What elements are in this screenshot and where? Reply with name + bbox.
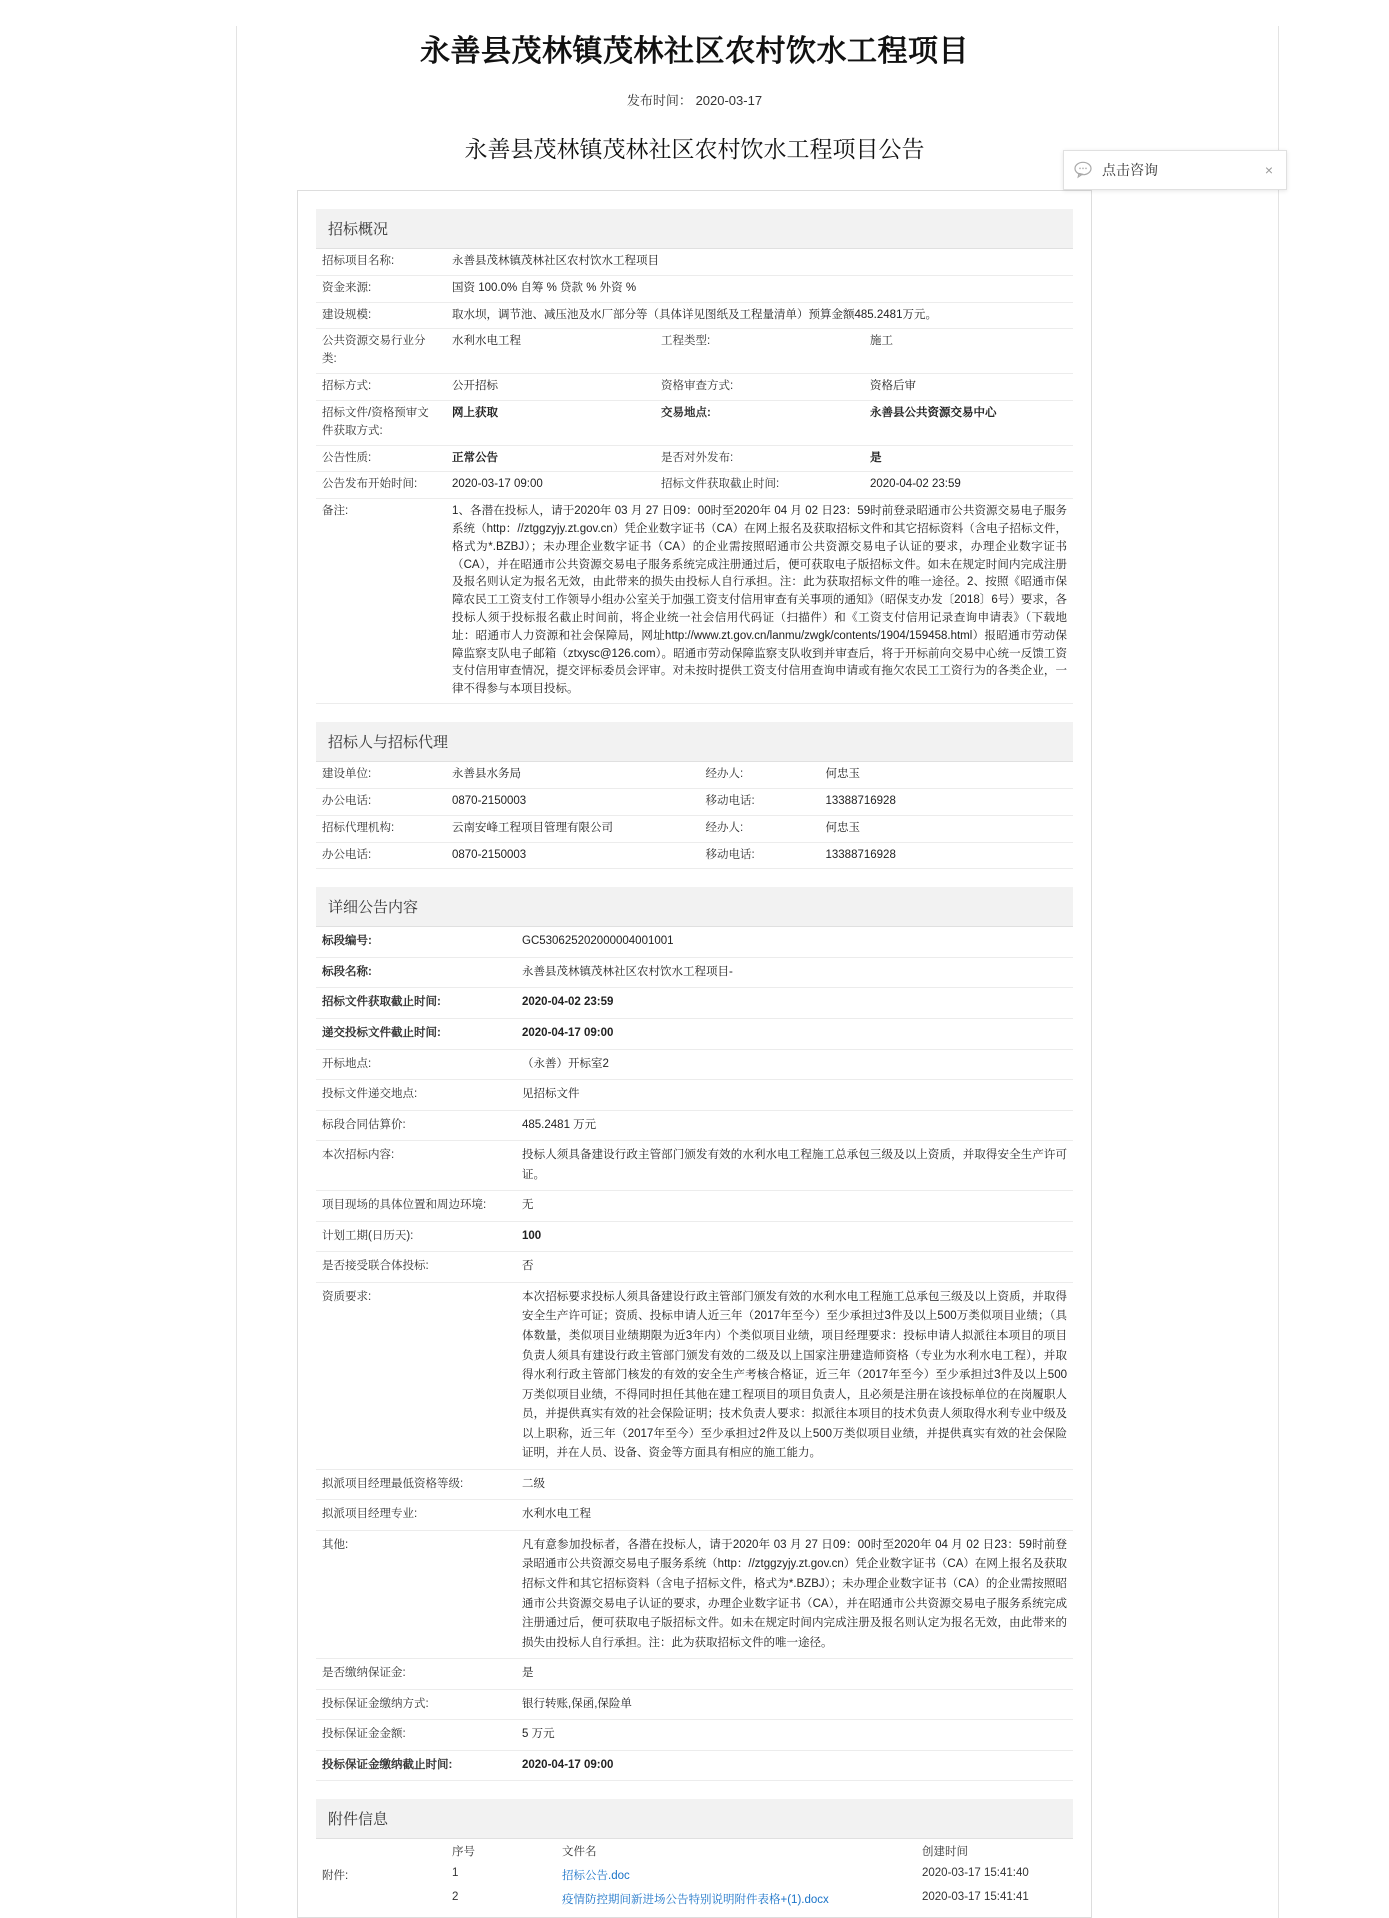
row-label: 公共资源交易行业分类: — [316, 329, 446, 374]
row-value: 5 万元 — [516, 1720, 1073, 1751]
row-label: 递交投标文件截止时间: — [316, 1018, 516, 1049]
row-label: 标段编号: — [316, 927, 516, 957]
section-spacer — [316, 1781, 1073, 1799]
row-value-2: 13388716928 — [820, 842, 1074, 869]
table-row — [316, 957, 1073, 988]
row-label: 招标代理机构: — [316, 815, 446, 842]
row-value: 正常公告 — [446, 445, 655, 472]
row-label: 拟派项目经理最低资格等级: — [316, 1469, 516, 1500]
row-label-2: 移动电话: — [700, 788, 820, 815]
chat-consult-widget[interactable] — [1063, 150, 1287, 190]
note-value: 1、各潜在投标人，请于2020年 03 月 27 日09：00时至2020年 04 月 02 日23：59时前登录昭通市公共资源交易电子服务系统（http：//ztggzyjy.zt.gov.cn）凭企业数字证书（CA）在网上报名及获取招标文件和其它招标资料（含电子招标文件，格式为*.BZBJ）；未办理企业数字证书（CA）的企业需按照昭通市公共资源交易电子认证的要求，办理企业数字证书（CA），并在昭通市公共资源交易电子服务系统完成注册通过后，便可获取电子版招标文件。如未在规定时间内完成注册及报名则认定为报名无效，由此带来的损失由投标人自行承担。注：此为获取招标文件的唯一途径。2、按照《昭通市保障农民工工资支付工作领导小组办公室关于加强工资支付信用审查有关事项的通知》（昭保支办发〔2018〕6号）要求，各投标人须于投标报名截止时间前，将企业统一社会信用代码证（扫描件）和《工资支付信用记录查询申请表》（下载地址：昭通市人力资源和社会保障局，网址http://www.zt.gov.cn/lanmu/zwgk/contents/1904/159458.html）报昭通市劳动保障监察支队电子邮箱（ztxysc@126.com）。昭通市劳动保障监察支队收到并审查后，将于开标前向交易中心统一反馈工资支付信用审查情况，提交评标委员会评审。对未按时提供工资支付信用查询申请或有拖欠农民工工资行为的各类企业，一律不得参与本项目投标。 — [446, 499, 1073, 704]
row-value: 网上获取 — [446, 400, 655, 445]
row-value: 见招标文件 — [516, 1080, 1073, 1111]
table-row — [316, 374, 1073, 401]
table-row — [316, 1750, 1073, 1781]
row-label: 建设规模: — [316, 302, 446, 329]
table-row — [316, 1863, 1116, 1887]
row-label: 资金来源: — [316, 275, 446, 302]
table-row — [316, 302, 1073, 329]
row-label: 建设单位: — [316, 762, 446, 788]
row-value: 二级 — [516, 1469, 1073, 1500]
row-label: 投标文件递交地点: — [316, 1080, 516, 1111]
row-label: 资质要求: — [316, 1282, 516, 1469]
row-label: 项目现场的具体位置和周边环境: — [316, 1191, 516, 1222]
section-tenderer-heading: 招标人与招标代理 — [316, 722, 1073, 762]
attachment-created-time: 2020-03-17 15:41:40 — [922, 1867, 1029, 1880]
row-value: 水利水电工程 — [516, 1500, 1073, 1531]
table-row — [316, 400, 1073, 445]
attachments-label-spacer — [316, 1839, 446, 1863]
row-value: 本次招标要求投标人须具备建设行政主管部门颁发有效的水利水电工程施工总承包三级及以上资质，并取得安全生产许可证；资质、投标申请人近三年（2017年至今）至少承担过3件及以上500万类似项目业绩；（具体数量，类似项目业绩期限为近3年内）个类似项目业绩，项目经理要求：投标申请人拟派往本项目的项目负责人须具有建设行政主管部门颁发有效的二级及以上国家注册建造师资格（专业为水利水电工程），并取得水利行政主管部门核发的有效的安全生产考核合格证，近三年（2017年至今）至少承担过3件及以上500万类似项目业绩，不得同时担任其他在建工程项目的项目负责人，且必须是注册在该投标单位的在岗履职人员，并提供真实有效的社会保险证明；技术负责人要求：拟派往本项目的技术负责人须取得水利专业中级及以上职称，近三年（2017年至今）至少承担过2件及以上500万类似项目业绩，并提供真实有效的社会保险证明，并在人员、设备、资金等方面具有相应的施工能力。 — [516, 1282, 1073, 1469]
row-value: 2020-04-17 09:00 — [516, 1018, 1073, 1049]
table-row — [316, 249, 1073, 275]
page-title: 永善县茂林镇茂林社区农村饮水工程项目 — [420, 35, 969, 68]
row-value-2: 何忠玉 — [820, 815, 1074, 842]
overview-table — [316, 249, 1073, 704]
row-value: 485.2481 万元 — [516, 1110, 1073, 1141]
publish-time-label: 发布时间： — [626, 93, 692, 108]
row-label: 开标地点: — [316, 1049, 516, 1080]
row-value-2: 永善县公共资源交易中心 — [864, 400, 1073, 445]
chat-consult-label: 点击咨询 — [1102, 162, 1158, 178]
publish-time-value: 2020-03-17 — [695, 93, 763, 108]
row-label-2: 经办人: — [700, 815, 820, 842]
table-row — [316, 1141, 1073, 1191]
row-value: 2020-04-02 23:59 — [516, 988, 1073, 1019]
row-value-2: 是 — [864, 445, 1073, 472]
row-label: 招标文件/资格预审文件获取方式: — [316, 400, 446, 445]
attachment-file-link[interactable] — [556, 1887, 916, 1911]
row-value: 水利水电工程 — [446, 329, 655, 374]
row-value: 国资 100.0% 自筹 % 贷款 % 外资 % — [446, 275, 1073, 302]
row-value: 银行转账,保函,保险单 — [516, 1689, 1073, 1720]
table-row — [316, 1191, 1073, 1222]
table-row — [316, 472, 1073, 499]
section-attachments-heading: 附件信息 — [316, 1799, 1073, 1839]
row-value-2: 2020-04-02 23:59 — [864, 472, 1073, 499]
row-label: 公告性质: — [316, 445, 446, 472]
table-row — [316, 1080, 1073, 1111]
column-header-created: 创建时间 — [922, 1846, 968, 1859]
publish-time — [0, 90, 1389, 109]
row-label: 本次招标内容: — [316, 1141, 516, 1191]
row-label-2: 经办人: — [700, 762, 820, 788]
row-label: 办公电话: — [316, 788, 446, 815]
row-value: 永善县茂林镇茂林社区农村饮水工程项目- — [516, 957, 1073, 988]
row-label: 招标方式: — [316, 374, 446, 401]
attachment-file-name[interactable]: 疫情防控期间新进场公告特别说明附件表格+(1).docx — [562, 1894, 829, 1907]
table-row — [316, 1689, 1073, 1720]
row-value: 0870-2150003 — [446, 842, 700, 869]
row-value: 投标人须具备建设行政主管部门颁发有效的水利水电工程施工总承包三级及以上资质，并取得安全生产许可证。 — [516, 1141, 1073, 1191]
section-detail-heading: 详细公告内容 — [316, 887, 1073, 927]
row-label: 办公电话: — [316, 842, 446, 869]
left-gutter-rule — [236, 26, 237, 1918]
row-value: 2020-03-17 09:00 — [446, 472, 655, 499]
row-label: 投标保证金缴纳方式: — [316, 1689, 516, 1720]
row-value: 云南安峰工程项目管理有限公司 — [446, 815, 700, 842]
attachment-file-name[interactable]: 招标公告.doc — [562, 1870, 630, 1883]
table-row — [316, 788, 1073, 815]
table-row — [316, 1110, 1073, 1141]
announcement-page — [0, 26, 1389, 1918]
attachments-label: 附件: — [322, 1870, 349, 1883]
row-value: 100 — [516, 1221, 1073, 1252]
row-value-2: 何忠玉 — [820, 762, 1074, 788]
row-value-2: 13388716928 — [820, 788, 1074, 815]
row-label: 投标保证金缴纳截止时间: — [316, 1750, 516, 1781]
row-label-2: 资格审查方式: — [655, 374, 864, 401]
table-row — [316, 1018, 1073, 1049]
attachment-file-link[interactable] — [556, 1863, 916, 1887]
table-row — [316, 815, 1073, 842]
announcement-card — [297, 190, 1092, 1918]
table-row — [316, 1659, 1073, 1690]
section-overview-heading: 招标概况 — [316, 209, 1073, 249]
row-label: 是否缴纳保证金: — [316, 1659, 516, 1690]
table-row — [316, 762, 1073, 788]
row-label-2: 是否对外发布: — [655, 445, 864, 472]
row-value-2: 施工 — [864, 329, 1073, 374]
row-label: 标段合同估算价: — [316, 1110, 516, 1141]
table-row — [316, 329, 1073, 374]
row-label: 公告发布开始时间: — [316, 472, 446, 499]
tenderer-table — [316, 762, 1073, 869]
row-label-2: 工程类型: — [655, 329, 864, 374]
row-value: 0870-2150003 — [446, 788, 700, 815]
row-value-2: 资格后审 — [864, 374, 1073, 401]
table-row — [316, 275, 1073, 302]
row-value: 2020-04-17 09:00 — [516, 1750, 1073, 1781]
attachment-seq: 1 — [452, 1867, 459, 1880]
row-value: 无 — [516, 1191, 1073, 1222]
row-label-2: 移动电话: — [700, 842, 820, 869]
table-row — [316, 1221, 1073, 1252]
table-row — [316, 445, 1073, 472]
table-row — [316, 842, 1073, 869]
table-row — [316, 1530, 1073, 1658]
row-value: 是 — [516, 1659, 1073, 1690]
table-row — [316, 1282, 1073, 1469]
attachment-created-time: 2020-03-17 15:41:41 — [922, 1891, 1029, 1904]
row-label: 招标项目名称: — [316, 249, 446, 275]
table-row — [316, 1049, 1073, 1080]
table-row — [316, 1500, 1073, 1531]
row-value: 永善县水务局 — [446, 762, 700, 788]
row-label: 计划工期(日历天): — [316, 1221, 516, 1252]
row-label: 标段名称: — [316, 957, 516, 988]
table-row — [316, 1720, 1073, 1751]
page-subtitle: 永善县茂林镇茂林社区农村饮水工程项目公告 — [464, 136, 925, 162]
section-spacer — [316, 869, 1073, 887]
attachments-header-row — [316, 1839, 1116, 1863]
table-row — [316, 927, 1073, 957]
row-value: 凡有意参加投标者，各潜在投标人，请于2020年 03 月 27 日09：00时至2020年 04 月 02 日23：59时前登录昭通市公共资源交易电子服务系统（http：//ztggzyjy.zt.gov.cn）凭企业数字证书（CA）在网上报名及获取招标文件和其它招标资料（含电子招标文件，格式为*.BZBJ）；未办理企业数字证书（CA）的企业需按照昭通市公共资源交易电子认证的要求，办理企业数字证书（CA），并在昭通市公共资源交易电子服务系统完成注册通过后，便可获取电子版招标文件。如未在规定时间内完成注册及报名则认定为报名无效，由此带来的损失由投标人自行承担。注：此为获取招标文件的唯一途径。 — [516, 1530, 1073, 1658]
section-spacer — [316, 704, 1073, 722]
row-value: 永善县茂林镇茂林社区农村饮水工程项目 — [446, 249, 1073, 275]
row-label-2: 招标文件获取截止时间: — [655, 472, 864, 499]
row-label-2: 交易地点: — [655, 400, 864, 445]
right-gutter-rule — [1278, 26, 1279, 1918]
row-value: 否 — [516, 1252, 1073, 1283]
note-label: 备注: — [316, 499, 446, 704]
attachment-seq: 2 — [452, 1891, 459, 1904]
table-row — [316, 1252, 1073, 1283]
row-value: （永善）开标室2 — [516, 1049, 1073, 1080]
row-label: 招标文件获取截止时间: — [316, 988, 516, 1019]
table-row — [316, 1469, 1073, 1500]
chat-bubble-icon — [1074, 160, 1094, 180]
row-value: 公开招标 — [446, 374, 655, 401]
attachments-table — [316, 1839, 1116, 1911]
row-label: 其他: — [316, 1530, 516, 1658]
column-header-filename: 文件名 — [562, 1846, 597, 1859]
row-value: GC530625202000004001001 — [516, 927, 1073, 957]
row-value: 取水坝，调节池、减压池及水厂部分等（具体详见图纸及工程量清单）预算金额485.2481万元。 — [446, 302, 1073, 329]
close-icon[interactable]: × — [1264, 162, 1273, 178]
row-label: 是否接受联合体投标: — [316, 1252, 516, 1283]
row-label: 投标保证金金额: — [316, 1720, 516, 1751]
overview-simple-rows — [316, 249, 1073, 704]
row-label: 拟派项目经理专业: — [316, 1500, 516, 1531]
column-header-seq: 序号 — [452, 1846, 475, 1859]
detail-table — [316, 927, 1073, 1781]
table-row-note — [316, 499, 1073, 704]
table-row — [316, 988, 1073, 1019]
